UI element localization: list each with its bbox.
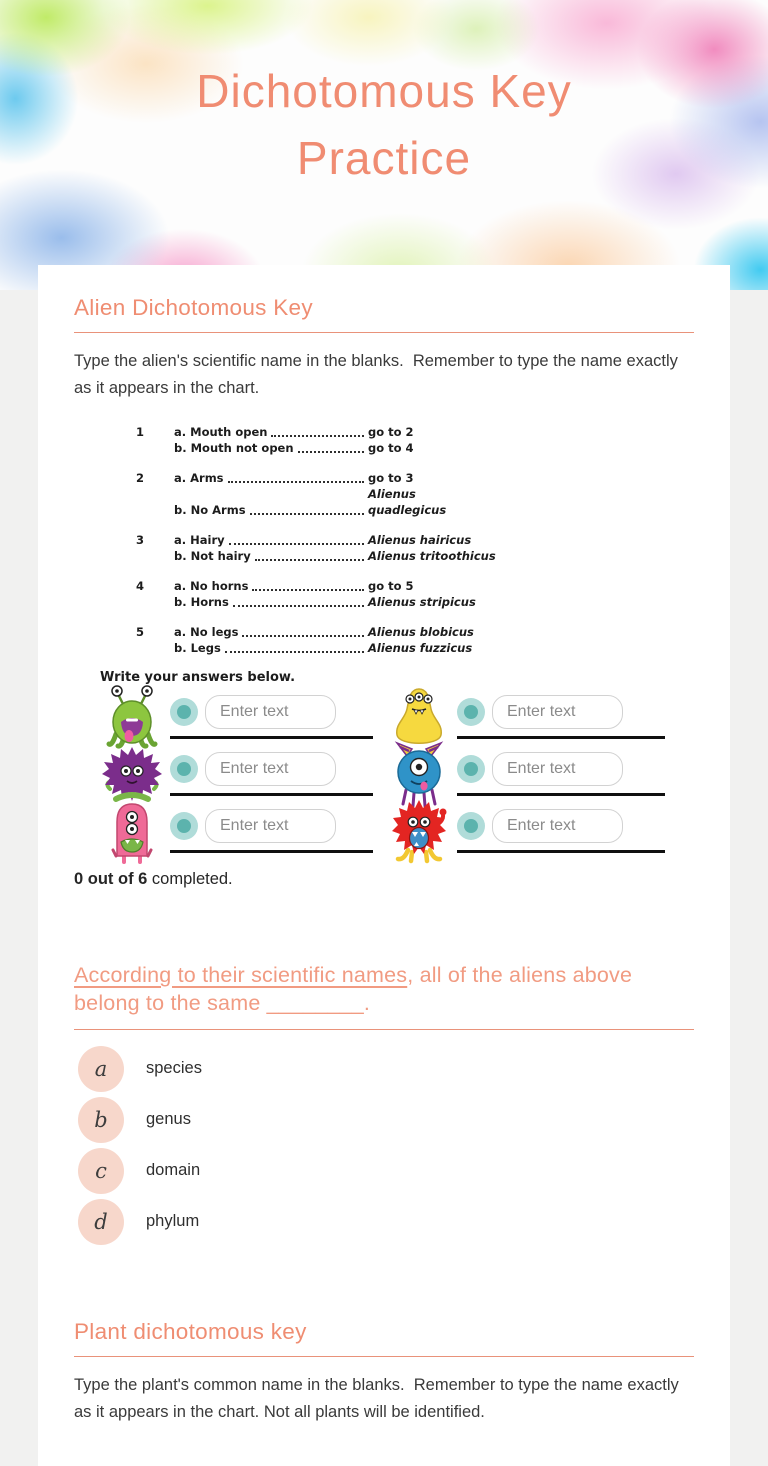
dot-leader: [228, 481, 364, 483]
alien-answer-input-6[interactable]: [492, 809, 623, 843]
option-a[interactable]: [74, 1046, 694, 1092]
question-heading-underlined: According to their scientific names: [74, 962, 408, 987]
key-row: 3 a. Hairy Alienus hairicus b. Not hairy Alienus tritoothicus: [136, 532, 496, 563]
option-d-label: phylum: [146, 1212, 200, 1231]
dichotomous-key-chart: [136, 424, 496, 656]
option-a-letter-badge[interactable]: a: [78, 1046, 124, 1092]
write-answers-label: Write your answers below.: [100, 669, 296, 685]
option-c[interactable]: [74, 1148, 694, 1194]
answer-bullet-icon: [170, 812, 198, 840]
answer-row: [100, 803, 387, 860]
section-divider: [74, 1356, 694, 1357]
pink-arch-alien-icon: [100, 799, 164, 863]
dot-leader: [233, 605, 364, 607]
dot-leader: [225, 651, 364, 653]
dot-leader: [271, 435, 364, 437]
key-row: 5 a. No legs Alienus blobicus b. Legs Alienus fuzzicus: [136, 624, 474, 655]
dot-leader: [298, 451, 364, 453]
answer-bullet-icon: [170, 698, 198, 726]
answers-grid: [100, 689, 694, 860]
alien-answer-input-5[interactable]: [205, 809, 336, 843]
option-c-letter-badge[interactable]: c: [78, 1148, 124, 1194]
progress-status: 0 out of 6 completed.: [74, 869, 233, 888]
key-row: 1 a. Mouth open go to 2 b. Mouth not open go to 4: [136, 424, 414, 455]
dot-leader: [252, 589, 364, 591]
answer-underline: [457, 850, 665, 853]
page-title: Dichotomous Key Practice: [196, 65, 572, 185]
option-b-letter-badge[interactable]: b: [78, 1097, 124, 1143]
answer-bullet-icon: [457, 698, 485, 726]
plant-section: [74, 1319, 694, 1426]
dot-leader: [255, 559, 364, 561]
answer-underline: [170, 850, 373, 853]
plant-section-heading: Plant dichotomous key: [74, 1318, 307, 1344]
option-d[interactable]: [74, 1199, 694, 1245]
answer-underline: [170, 793, 373, 796]
purple-fuzzy-alien-icon: [100, 742, 164, 806]
watercolor-header: [0, 0, 768, 290]
key-row: 2 a. Arms go to 3 b. No Arms Alienus quadlegicus: [136, 470, 447, 517]
alien-answer-input-3[interactable]: [205, 752, 336, 786]
blue-one-eyed-alien-icon: [387, 742, 451, 806]
dot-leader: [242, 635, 364, 637]
section-divider: [74, 1029, 694, 1030]
option-c-label: domain: [146, 1161, 201, 1180]
answer-row: [100, 689, 387, 746]
answer-row: [387, 803, 679, 860]
option-a-label: species: [146, 1059, 202, 1078]
answer-bullet-icon: [457, 755, 485, 783]
dot-leader: [250, 513, 364, 515]
option-d-letter-badge[interactable]: d: [78, 1199, 124, 1245]
alien-answer-input-4[interactable]: [492, 752, 623, 786]
key-row: 4 a. No horns go to 5 b. Horns Alienus stripicus: [136, 578, 476, 609]
progress-count: 0 out of 6: [74, 869, 148, 888]
option-b-label: genus: [146, 1110, 191, 1129]
alien-section-heading: Alien Dichotomous Key: [74, 295, 313, 320]
question-section: [74, 961, 694, 1245]
plant-instructions: Type the plant's common name in the blanks. Remember to type the name exactly as it appears in the chart. Not all plants will be identified.: [74, 1375, 684, 1421]
alien-answer-input-2[interactable]: [492, 695, 623, 729]
green-stalk-eyed-alien-icon: [100, 685, 164, 749]
answer-underline: [457, 793, 665, 796]
dot-leader: [229, 543, 364, 545]
answer-bullet-icon: [170, 755, 198, 783]
option-b[interactable]: [74, 1097, 694, 1143]
answer-underline: [170, 736, 373, 739]
answer-underline: [457, 736, 665, 739]
section-divider: [74, 332, 694, 333]
options-list: [74, 1046, 694, 1245]
worksheet-card: [38, 265, 730, 1466]
answer-row: [387, 689, 679, 746]
answer-bullet-icon: [457, 812, 485, 840]
red-hairy-alien-icon: [387, 799, 451, 863]
alien-instructions: Type the alien's scientific name in the blanks. Remember to type the name exactly as it appears in the chart.: [74, 352, 683, 397]
alien-answer-input-1[interactable]: [205, 695, 336, 729]
answer-row: [387, 746, 679, 803]
answer-row: [100, 746, 387, 803]
question-heading-rest: , all of the aliens above belong to the same ________.: [74, 962, 633, 1016]
question-heading: [74, 961, 664, 1018]
